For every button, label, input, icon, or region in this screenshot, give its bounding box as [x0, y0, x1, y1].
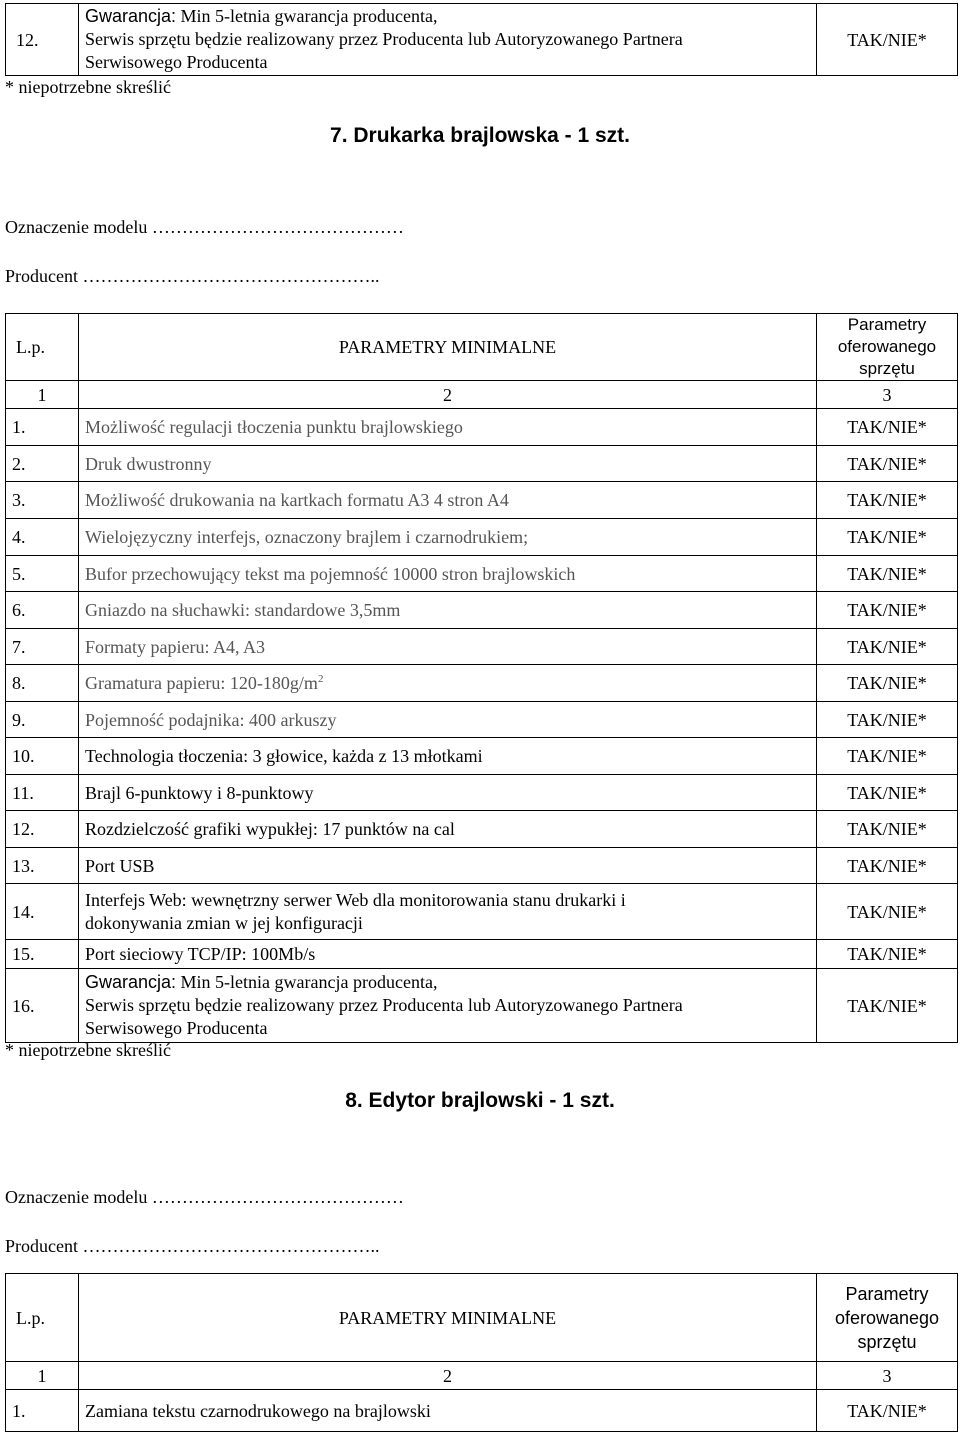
- table-row: [6, 556, 958, 592]
- row-value: TAK/NIE*: [817, 482, 958, 519]
- table-row: [6, 482, 958, 519]
- header-offered-line1: Parametry: [847, 315, 927, 334]
- row-text: Formaty papieru: A4, A3: [79, 629, 817, 665]
- row-number: 12.: [6, 4, 79, 76]
- footnote: * niepotrzebne skreślić: [5, 77, 171, 97]
- row-number: 2.: [6, 446, 79, 482]
- header-offered-line3: sprzętu: [857, 1331, 917, 1352]
- section-7-table: [5, 313, 958, 1043]
- index-2: 2: [79, 1362, 817, 1390]
- superscript: 2: [317, 673, 324, 685]
- row-number: 10.: [6, 738, 79, 775]
- row-number: 11.: [6, 775, 79, 811]
- table-row: [6, 446, 958, 482]
- row-value: TAK/NIE*: [817, 738, 958, 775]
- section-8-table: [5, 1273, 958, 1432]
- row-number: 9.: [6, 702, 79, 738]
- index-3: 3: [817, 381, 958, 409]
- row-text-main: Gramatura papieru: 120-180g/m: [85, 673, 318, 693]
- row-text: Możliwość regulacji tłoczenia punktu brajlowskiego: [79, 409, 817, 446]
- index-row: [6, 381, 958, 409]
- row-number: 13.: [6, 848, 79, 884]
- warranty-label: Gwarancja:: [85, 972, 177, 992]
- row-number: 8.: [6, 665, 79, 702]
- header-params: PARAMETRY MINIMALNE: [79, 1274, 817, 1362]
- index-1: 1: [6, 1362, 79, 1390]
- header-offered-line2: oferowanego: [837, 337, 937, 356]
- header-offered-line2: oferowanego: [834, 1307, 940, 1328]
- row-value: TAK/NIE*: [817, 446, 958, 482]
- table-row: [6, 629, 958, 665]
- header-params: PARAMETRY MINIMALNE: [79, 314, 817, 381]
- table-row: [6, 884, 958, 940]
- row-number: 3.: [6, 482, 79, 519]
- section-7-title: 7. Drukarka brajlowska - 1 szt.: [330, 124, 630, 147]
- warranty-line1: Min 5-letnia gwarancja producenta,: [176, 6, 438, 26]
- header-offered-line3: sprzętu: [859, 359, 915, 378]
- index-1: 1: [6, 381, 79, 409]
- table-row: [6, 1390, 958, 1432]
- row-text-line1: Interfejs Web: wewnętrzny serwer Web dla monitorowania stanu drukarki i: [85, 889, 626, 910]
- table-row: [6, 592, 958, 629]
- row-number: 6.: [6, 592, 79, 629]
- row-text: Możliwość drukowania na kartkach formatu A3 4 stron A4: [79, 482, 817, 519]
- model-label: Oznaczenie modelu ……………………………………: [5, 217, 404, 237]
- warranty-cell: [79, 4, 817, 76]
- row-number: 16.: [6, 969, 79, 1043]
- warranty-line1: Min 5-letnia gwarancja producenta,: [176, 972, 438, 992]
- producer-label: Producent …………………………………………..: [5, 266, 380, 286]
- row-text: [79, 665, 817, 702]
- table-row: [6, 775, 958, 811]
- row-number: 14.: [6, 884, 79, 940]
- row-number: 15.: [6, 940, 79, 969]
- row-value: TAK/NIE*: [817, 665, 958, 702]
- index-2: 2: [79, 381, 817, 409]
- row-value: TAK/NIE*: [817, 811, 958, 848]
- index-3: 3: [817, 1362, 958, 1390]
- top-table: [5, 3, 958, 76]
- section-8-title: 8. Edytor brajlowski - 1 szt.: [345, 1089, 615, 1112]
- row-text: Brajl 6-punktowy i 8-punktowy: [79, 775, 817, 811]
- table-row: [6, 848, 958, 884]
- row-text: Rozdzielczość grafiki wypukłej: 17 punktów na cal: [79, 811, 817, 848]
- warranty-line3: Serwisowego Producenta: [85, 52, 268, 72]
- table-row: [6, 409, 958, 446]
- header-offered: [817, 314, 958, 381]
- producer-label: Producent …………………………………………..: [5, 1236, 380, 1256]
- row-value: TAK/NIE*: [817, 592, 958, 629]
- header-lp: L.p.: [6, 1274, 79, 1362]
- table-row: [6, 811, 958, 848]
- header-lp: L.p.: [6, 314, 79, 381]
- row-value: TAK/NIE*: [817, 775, 958, 811]
- row-value: TAK/NIE*: [817, 409, 958, 446]
- row-text: Druk dwustronny: [79, 446, 817, 482]
- row-text: Gniazdo na słuchawki: standardowe 3,5mm: [79, 592, 817, 629]
- row-text: Port sieciowy TCP/IP: 100Mb/s: [79, 940, 817, 969]
- header-offered-line1: Parametry: [845, 1283, 929, 1304]
- row-value: TAK/NIE*: [817, 556, 958, 592]
- table-header: [6, 1274, 958, 1362]
- header-offered: [817, 1274, 958, 1362]
- row-number: 4.: [6, 519, 79, 556]
- row-value: TAK/NIE*: [817, 969, 958, 1043]
- row-value: TAK/NIE*: [817, 1390, 958, 1432]
- table-row: [6, 519, 958, 556]
- row-value: TAK/NIE*: [817, 940, 958, 969]
- table-header: [6, 314, 958, 381]
- row-text: Technologia tłoczenia: 3 głowice, każda z 13 młotkami: [79, 738, 817, 775]
- row-value: TAK/NIE*: [817, 629, 958, 665]
- row-number: 12.: [6, 811, 79, 848]
- row-text: Bufor przechowujący tekst ma pojemność 10000 stron brajlowskich: [79, 556, 817, 592]
- warranty-cell: [79, 969, 817, 1043]
- row-text: [79, 884, 817, 940]
- table-row: [6, 940, 958, 969]
- row-text: Zamiana tekstu czarnodrukowego na brajlowski: [79, 1390, 817, 1432]
- table-row: [6, 665, 958, 702]
- table-row: [6, 969, 958, 1043]
- warranty-line2: Serwis sprzętu będzie realizowany przez Producenta lub Autoryzowanego Partnera: [85, 995, 683, 1015]
- row-text: Wielojęzyczny interfejs, oznaczony brajlem i czarnodrukiem;: [79, 519, 817, 556]
- row-value: TAK/NIE*: [817, 519, 958, 556]
- row-number: 5.: [6, 556, 79, 592]
- row-number: 1.: [6, 409, 79, 446]
- footnote: * niepotrzebne skreślić: [5, 1040, 171, 1060]
- row-text: Pojemność podajnika: 400 arkuszy: [79, 702, 817, 738]
- value-cell: TAK/NIE*: [817, 4, 958, 76]
- row-value: TAK/NIE*: [817, 848, 958, 884]
- warranty-line3: Serwisowego Producenta: [85, 1018, 268, 1038]
- table-row: [6, 4, 958, 76]
- row-value: TAK/NIE*: [817, 884, 958, 940]
- row-text: Port USB: [79, 848, 817, 884]
- table-row: [6, 702, 958, 738]
- row-number: 1.: [6, 1390, 79, 1432]
- row-number: 7.: [6, 629, 79, 665]
- table-row: [6, 738, 958, 775]
- warranty-label: Gwarancja:: [85, 6, 177, 26]
- row-value: TAK/NIE*: [817, 702, 958, 738]
- warranty-line2: Serwis sprzętu będzie realizowany przez Producenta lub Autoryzowanego Partnera: [85, 29, 683, 49]
- model-label: Oznaczenie modelu ……………………………………: [5, 1187, 404, 1207]
- row-text-line2: dokonywania zmian w jej konfiguracji: [85, 912, 363, 933]
- index-row: [6, 1362, 958, 1390]
